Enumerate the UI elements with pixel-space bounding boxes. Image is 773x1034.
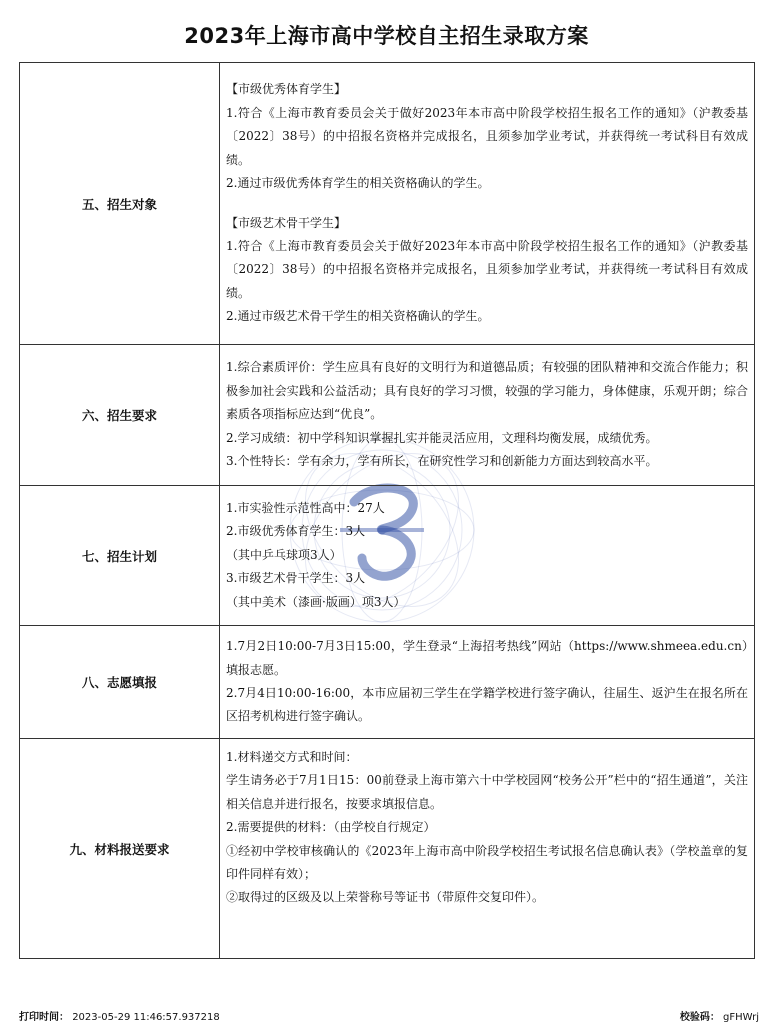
paragraph: 1.综合素质评价：学生应具有良好的文明行为和道德品质；有较强的团队精神和交流合作能力；积极参加社会实践和公益活动；具有良好的学习习惯，较强的学习能力，身体健康，乐观开朗；综合素质各项指标应达到“优良”。: [226, 360, 748, 422]
section-content: [220, 626, 755, 739]
section-label: 六、招生要求: [20, 345, 220, 486]
section-label: 七、招生计划: [20, 486, 220, 626]
section-content: [220, 345, 755, 486]
verification-code-label: 校验码：: [679, 1012, 720, 1023]
paragraph: （其中美术（漆画·版画）项3人）: [226, 594, 406, 609]
section-content: [220, 486, 755, 626]
paragraph: ②取得过的区级及以上荣誉称号等证书（带原件交复印件）。: [226, 890, 545, 905]
section-label: 五、招生对象: [20, 63, 220, 345]
paragraph: （其中乒乓球项3人）: [226, 547, 342, 562]
table-row: [20, 63, 755, 345]
section-content: [220, 63, 755, 345]
paragraph: 2.学习成绩：初中学科知识掌握扎实并能灵活应用，文理科均衡发展，成绩优秀。: [226, 430, 658, 445]
paragraph: 2.需要提供的材料：（由学校自行规定）: [226, 820, 436, 835]
table-row: [20, 486, 755, 626]
section-label: 九、材料报送要求: [20, 739, 220, 959]
paragraph: 2.市级优秀体育学生：3人: [226, 524, 366, 539]
admission-table: [19, 62, 755, 959]
print-time-value: 2023-05-29 11:46:57.937218: [72, 1012, 220, 1023]
paragraph: 1.材料递交方式和时间：: [226, 750, 358, 764]
paragraph: ①经初中学校审核确认的《2023年上海市高中阶段学校招生考试报名信息确认表》（学校盖章的复印件同样有效）；: [226, 843, 748, 882]
print-time: [19, 1008, 220, 1023]
paragraph: 1.7月2日10:00-7月3日15:00，学生登录“上海招考热线”网站（https://www.shmeea.edu.cn）填报志愿。: [226, 639, 748, 677]
table-row: [20, 345, 755, 486]
print-time-label: 打印时间：: [19, 1012, 69, 1023]
section-label: 八、志愿填报: [20, 626, 220, 739]
spacer: [226, 196, 748, 212]
table-row: [20, 739, 755, 959]
section-content: [220, 739, 755, 959]
verification-code: [680, 1008, 759, 1023]
paragraph: 2.通过市级优秀体育学生的相关资格确认的学生。: [226, 176, 490, 191]
paragraph: 2.通过市级艺术骨干学生的相关资格确认的学生。: [226, 309, 490, 324]
paragraph: 学生请务必于7月1日15：00前登录上海市第六十中学校园网“校务公开”栏中的“招生通道”，关注相关信息并进行报名，按要求填报信息。: [226, 773, 748, 811]
table-row: [20, 626, 755, 739]
paragraph: 1.符合《上海市教育委员会关于做好2023年本市高中阶段学校招生报名工作的通知》（沪教委基〔2022〕38号）的中招报名资格并完成报名，且须参加学业考试，并获得统一考试科目有效成绩。: [226, 105, 748, 167]
paragraph: 1.市实验性示范性高中：27人: [226, 500, 385, 515]
paragraph: 【市级优秀体育学生】: [226, 82, 347, 97]
verification-code-value: gFHWrj: [723, 1012, 759, 1023]
paragraph: 【市级艺术骨干学生】: [226, 215, 347, 230]
paragraph: 1.符合《上海市教育委员会关于做好2023年本市高中阶段学校招生报名工作的通知》（沪教委基〔2022〕38号）的中招报名资格并完成报名，且须参加学业考试，并获得统一考试科目有效成绩。: [226, 238, 748, 300]
page-title: 2023年上海市高中学校自主招生录取方案: [184, 24, 589, 48]
paragraph: 3.市级艺术骨干学生：3人: [226, 571, 366, 586]
paragraph: 2.7月4日10:00-16:00，本市应届初三学生在学籍学校进行签字确认，往届生、返沪生在报名所在区招考机构进行签字确认。: [226, 686, 748, 724]
paragraph: 3.个性特长：学有余力，学有所长，在研究性学习和创新能力方面达到较高水平。: [226, 454, 658, 469]
